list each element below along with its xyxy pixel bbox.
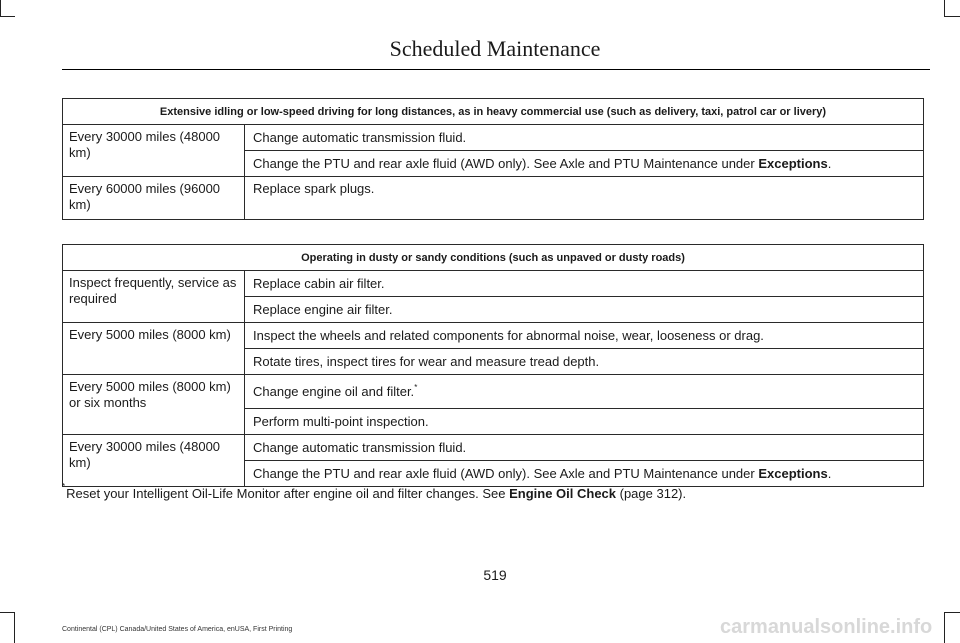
interval-cell: Every 30000 miles (48000 km) [63, 435, 245, 487]
interval-cell: Inspect frequently, service as required [63, 271, 245, 323]
footnote-marker: * [414, 382, 418, 392]
crop-mark [944, 612, 960, 613]
action-cell: Change engine oil and filter.* [245, 375, 924, 409]
dusty-conditions-table [62, 244, 924, 487]
footnote-marker: * [62, 482, 66, 491]
page-title: Scheduled Maintenance [389, 36, 601, 61]
action-cell: Change the PTU and rear axle fluid (AWD only). See Axle and PTU Maintenance under Exceptions. [245, 151, 924, 177]
crop-mark [14, 612, 15, 643]
cross-reference-link[interactable]: Exceptions [758, 465, 828, 481]
header-rule [62, 69, 930, 70]
action-cell: Replace cabin air filter. [245, 271, 924, 297]
action-cell: Change automatic transmission fluid. [245, 435, 924, 461]
crop-mark [944, 0, 945, 16]
action-cell: Replace engine air filter. [245, 297, 924, 323]
action-cell: Replace spark plugs. [245, 177, 924, 220]
crop-mark [0, 16, 15, 17]
table-heading: Operating in dusty or sandy conditions (such as unpaved or dusty roads) [63, 245, 924, 271]
interval-cell: Every 5000 miles (8000 km) or six months [63, 375, 245, 435]
interval-cell: Every 5000 miles (8000 km) [63, 323, 245, 375]
crop-mark [944, 612, 945, 643]
cross-reference-link[interactable]: Exceptions [758, 155, 828, 171]
cross-reference-link[interactable]: Engine Oil Check [509, 486, 617, 501]
crop-mark [0, 612, 15, 613]
action-cell: Change automatic transmission fluid. [245, 125, 924, 151]
action-cell: Inspect the wheels and related components for abnormal noise, wear, looseness or drag. [245, 323, 924, 349]
watermark-logo: carmanualsonline.info [720, 616, 933, 638]
action-cell: Change the PTU and rear axle fluid (AWD only). See Axle and PTU Maintenance under Exceptions. [245, 461, 924, 487]
page-number: 519 [483, 567, 507, 583]
table-heading: Extensive idling or low-speed driving for long distances, as in heavy commercial use (such as delivery, taxi, patrol car or livery) [63, 99, 924, 125]
idling-maintenance-table [62, 98, 924, 220]
crop-mark [0, 0, 1, 16]
crop-mark [944, 16, 960, 17]
interval-cell: Every 60000 miles (96000 km) [63, 177, 245, 220]
action-cell: Rotate tires, inspect tires for wear and measure tread depth. [245, 349, 924, 375]
printing-info: Continental (CPL) Canada/United States of America, enUSA, First Printing [62, 626, 293, 633]
footnote: *Reset your Intelligent Oil-Life Monitor after engine oil and filter changes. See Engine Oil Check (page 312). [62, 482, 687, 501]
interval-cell: Every 30000 miles (48000 km) [63, 125, 245, 177]
action-cell: Perform multi-point inspection. [245, 409, 924, 435]
